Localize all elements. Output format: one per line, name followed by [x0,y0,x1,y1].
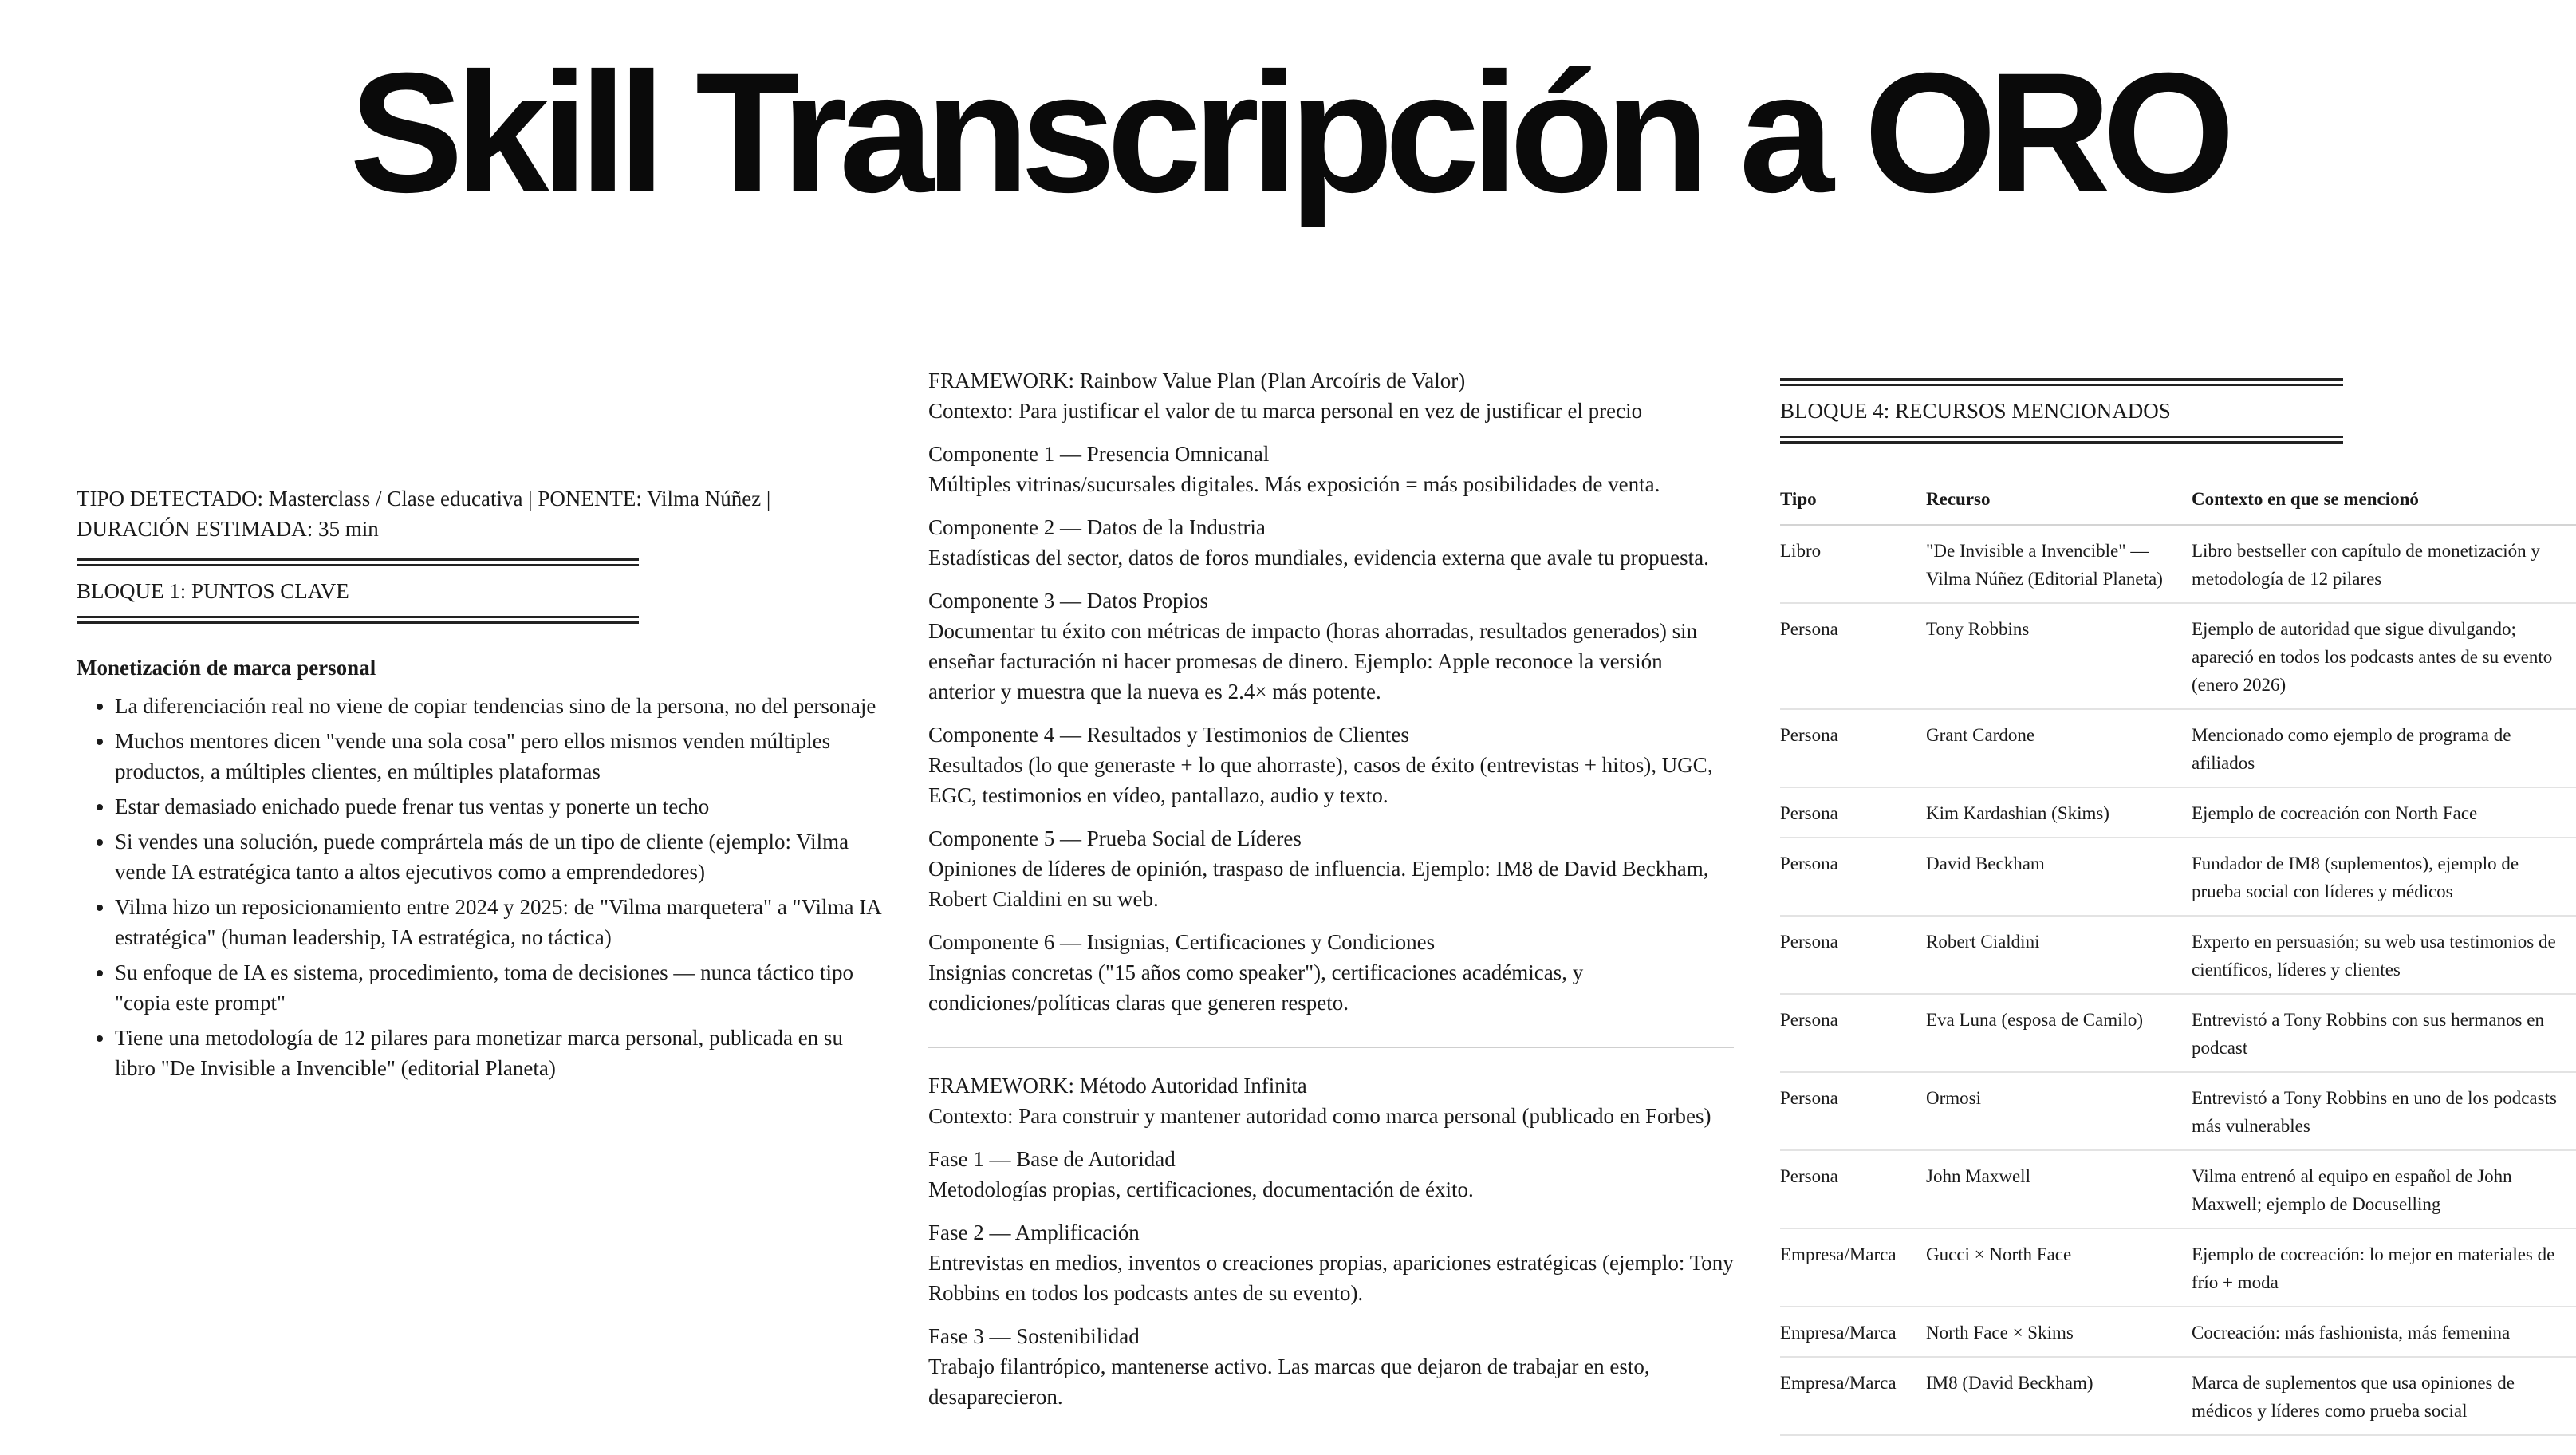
cell-contexto: Ejemplo de cocreación con North Face [2192,787,2576,838]
component-desc: Estadísticas del sector, datos de foros mundiales, evidencia externa que avale tu propuesta. [928,546,1709,570]
double-rule-top [77,558,639,566]
framework-component [928,439,1734,499]
cell-recurso: "De Invisible a Invencible" — Vilma Núñez (Editorial Planeta) [1926,525,2192,603]
cell-tipo: Empresa/Marca [1780,1357,1926,1435]
cell-contexto: Ejemplo de autoridad que sigue divulgando; apareció en todos los podcasts antes de su evento (enero 2026) [2192,603,2576,709]
list-item: • La diferenciación real no viene de copiar tendencias sino de la persona, no del personaje [115,691,882,721]
cell-contexto: Marca de suplementos que usa opiniones de médicos y líderes como prueba social [2192,1357,2576,1435]
cell-recurso: Robert Cialdini [1926,916,2192,994]
cell-contexto: Fundador de IM8 (suplementos), ejemplo de prueba social con líderes y médicos [2192,838,2576,916]
cell-contexto: Experto en persuasión; su web usa testimonios de científicos, líderes y clientes [2192,916,2576,994]
table-row [1780,1307,2576,1357]
framework-context: Contexto: Para justificar el valor de tu marca personal en vez de justificar el precio [928,399,1643,423]
component-title: Componente 2 — Datos de la Industria [928,515,1266,539]
summary-column [77,483,882,1088]
cell-tipo: Persona [1780,838,1926,916]
table-row [1780,916,2576,994]
framework-autoridad-infinita [928,1071,1734,1412]
component-title: Componente 6 — Insignias, Certificaciones y Condiciones [928,930,1436,954]
phase-desc: Trabajo filantrópico, mantenerse activo. Las marcas que dejaron de trabajar en esto, desaparecieron. [928,1354,1650,1409]
cell-tipo: Persona [1780,1072,1926,1150]
table-row [1780,1228,2576,1307]
component-title: Componente 4 — Resultados y Testimonios de Clientes [928,723,1409,747]
framework-title: FRAMEWORK: Método Autoridad Infinita [928,1074,1307,1098]
component-desc: Múltiples vitrinas/sucursales digitales. Más exposición = más posibilidades de venta. [928,472,1660,496]
component-title: Componente 5 — Prueba Social de Líderes [928,826,1302,850]
detected-type-meta: TIPO DETECTADO: Masterclass / Clase educativa | PONENTE: Vilma Núñez | DURACIÓN ESTIMADA: 35 min [77,487,771,541]
block4-heading: BLOQUE 4: RECURSOS MENCIONADOS [1780,399,2171,423]
cell-recurso: Eva Luna (esposa de Camilo) [1926,994,2192,1072]
component-desc: Resultados (lo que generaste + lo que ahorraste), casos de éxito (entrevistas + hitos), UGC, EGC, testimonios en vídeo, pantallazo, audio y texto. [928,753,1713,807]
cell-recurso: Grant Cardone [1926,709,2192,787]
list-item: • Muchos mentores dicen "vende una sola cosa" pero ellos mismos venden múltiples productos, a múltiples clientes, en múltiples plataformas [115,726,882,787]
component-title: Componente 1 — Presencia Omnicanal [928,442,1270,466]
cell-recurso: Ormosi [1926,1072,2192,1150]
framework-component [928,927,1734,1018]
double-rule-bottom [1780,436,2343,444]
double-rule-top [1780,378,2343,386]
table-row [1780,994,2576,1072]
table-row [1780,603,2576,709]
cell-tipo: Empresa/Marca [1780,1228,1926,1307]
cell-recurso: Gucci × North Face [1926,1228,2192,1307]
framework-context: Contexto: Para construir y mantener autoridad como marca personal (publicado en Forbes) [928,1104,1711,1128]
framework-component [928,586,1734,707]
phase-title: Fase 2 — Amplificación [928,1220,1140,1244]
framework-title: FRAMEWORK: Rainbow Value Plan (Plan Arcoíris de Valor) [928,369,1466,392]
component-title: Componente 3 — Datos Propios [928,589,1208,613]
framework-phase [928,1321,1734,1412]
column-header-tipo: Tipo [1780,477,1926,525]
table-row [1780,1357,2576,1435]
framework-component [928,512,1734,573]
phase-title: Fase 1 — Base de Autoridad [928,1147,1176,1171]
table-row [1780,709,2576,787]
section-title: Monetización de marca personal [77,656,376,680]
cell-contexto: Entrevistó a Tony Robbins con sus hermanos en podcast [2192,994,2576,1072]
framework-rainbow-value-plan [928,365,1734,1018]
table-row [1780,525,2576,603]
cell-contexto: Ejemplo de cocreación: lo mejor en materiales de frío + moda [2192,1228,2576,1307]
component-desc: Opiniones de líderes de opinión, traspaso de influencia. Ejemplo: IM8 de David Beckham, Robert Cialdini en su web. [928,857,1709,911]
cell-recurso: Tony Robbins [1926,603,2192,709]
cell-recurso: David Beckham [1926,838,2192,916]
cell-recurso: John Maxwell [1926,1150,2192,1228]
cell-tipo: Persona [1780,994,1926,1072]
cell-contexto: Entrevistó a Tony Robbins en uno de los podcasts más vulnerables [2192,1072,2576,1150]
cell-recurso: Kim Kardashian (Skims) [1926,787,2192,838]
component-desc: Insignias concretas ("15 años como speaker"), certificaciones académicas, y condiciones/políticas claras que generen respeto. [928,960,1584,1015]
framework-phase [928,1217,1734,1308]
section-divider [928,1047,1734,1048]
list-item: • Si vendes una solución, puede comprártela más de un tipo de cliente (ejemplo: Vilma vende IA estratégica tanto a altos ejecutivos como a emprendedores) [115,826,882,887]
cell-contexto: Cocreación: más fashionista, más femenina [2192,1307,2576,1357]
phase-desc: Metodologías propias, certificaciones, documentación de éxito. [928,1177,1474,1201]
component-desc: Documentar tu éxito con métricas de impacto (horas ahorradas, resultados generados) sin enseñar facturación ni hacer promesas de dinero. Ejemplo: Apple reconoce la versión anterior y muestra que la nueva es 2.4× más potente. [928,619,1698,704]
resources-column [1780,378,2576,1436]
table-row [1780,1150,2576,1228]
cell-tipo: Persona [1780,916,1926,994]
page-title: Skill Transcripción a ORO [349,37,2227,228]
phase-title: Fase 3 — Sostenibilidad [928,1324,1140,1348]
table-row [1780,1072,2576,1150]
block1-heading: BLOQUE 1: PUNTOS CLAVE [77,579,349,603]
cell-recurso: IM8 (David Beckham) [1926,1357,2192,1435]
framework-component [928,823,1734,914]
key-points-list [77,691,882,1083]
table-header-row [1780,477,2576,525]
cell-tipo: Persona [1780,787,1926,838]
phase-desc: Entrevistas en medios, inventos o creaciones propias, apariciones estratégicas (ejemplo: Tony Robbins en todos los podcasts antes de su evento). [928,1251,1734,1305]
list-item: • Su enfoque de IA es sistema, procedimiento, toma de decisiones — nunca táctico tipo "copia este prompt" [115,957,882,1018]
list-item: • Tiene una metodología de 12 pilares para monetizar marca personal, publicada en su libro "De Invisible a Invencible" (editorial Planeta) [115,1023,882,1083]
cell-contexto: Vilma entrenó al equipo en español de John Maxwell; ejemplo de Docuselling [2192,1150,2576,1228]
cell-tipo: Persona [1780,709,1926,787]
list-item: • Vilma hizo un reposicionamiento entre 2024 y 2025: de "Vilma marquetera" a "Vilma IA estratégica" (human leadership, IA estratégica, no táctica) [115,892,882,952]
framework-phase [928,1144,1734,1205]
cell-contexto: Libro bestseller con capítulo de monetización y metodología de 12 pilares [2192,525,2576,603]
table-row [1780,787,2576,838]
column-header-contexto: Contexto en que se mencionó [2192,477,2576,525]
cell-tipo: Persona [1780,603,1926,709]
cell-contexto: Mencionado como ejemplo de programa de afiliados [2192,709,2576,787]
column-header-recurso: Recurso [1926,477,2192,525]
table-row [1780,838,2576,916]
resources-table [1780,477,2576,1436]
cell-tipo: Persona [1780,1150,1926,1228]
framework-component [928,720,1734,810]
double-rule-bottom [77,616,639,624]
list-item: • Estar demasiado enichado puede frenar tus ventas y ponerte un techo [115,791,882,822]
cell-recurso: North Face × Skims [1926,1307,2192,1357]
cell-tipo: Libro [1780,525,1926,603]
frameworks-column [928,365,1734,1412]
cell-tipo: Empresa/Marca [1780,1307,1926,1357]
